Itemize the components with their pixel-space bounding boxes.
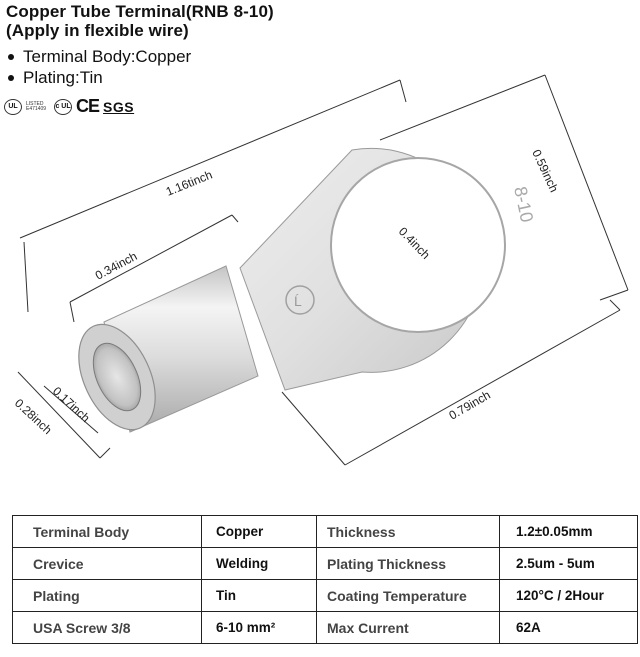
spec-value: 2.5um - 5um [500,548,638,580]
spec-value: 62A [500,612,638,644]
dim-barrel-length: 0.34inch [92,248,140,283]
ce-mark-icon: CE [76,96,100,116]
table-row [13,516,638,548]
ul-listed-text: LISTED [26,100,44,107]
bullet-text: Plating:Tin [23,68,103,87]
stamp-size-text: 8-10 [510,184,538,225]
ul-logo-icon: UL [4,99,22,115]
spec-value: Welding [202,548,317,580]
ul-number-text: E471409 [26,105,47,112]
dim-outer-diameter: 0.28inch [11,395,55,438]
stamp-logo-letter: Ĺ [294,293,302,309]
spec-value: Copper [202,516,317,548]
table-row [13,580,638,612]
table-row [13,548,638,580]
spec-label: USA Screw 3/8 [13,612,202,644]
dim-ring-length: 0.79inch [446,387,493,423]
dim-inner-diameter: 0.17inch [49,383,93,426]
sgs-logo-icon: SGS [103,98,135,115]
table-row [13,612,638,644]
title-line-1: Copper Tube Terminal(RNB 8-10) [6,2,274,21]
spec-label: Thickness [317,516,500,548]
spec-label: Plating [13,580,202,612]
spec-label: Coating Temperature [317,580,500,612]
bullet-text: Terminal Body:Copper [23,47,192,66]
title-line-2: (Apply in flexible wire) [6,21,189,40]
spec-value: Tin [202,580,317,612]
spec-value: 120°C / 2Hour [500,580,638,612]
spec-label: Crevice [13,548,202,580]
dim-hole-diameter: 0.4inch [395,224,433,262]
spec-label: Plating Thickness [317,548,500,580]
dim-ring-width: 0.59inch [529,147,562,195]
cul-logo-icon: c UL [54,99,72,115]
dim-total-length: 1.16tinch [163,167,215,199]
spec-value: 6-10 mm² [202,612,317,644]
spec-value: 1.2±0.05mm [500,516,638,548]
spec-label: Terminal Body [13,516,202,548]
spec-table [12,515,638,644]
spec-label: Max Current [317,612,500,644]
